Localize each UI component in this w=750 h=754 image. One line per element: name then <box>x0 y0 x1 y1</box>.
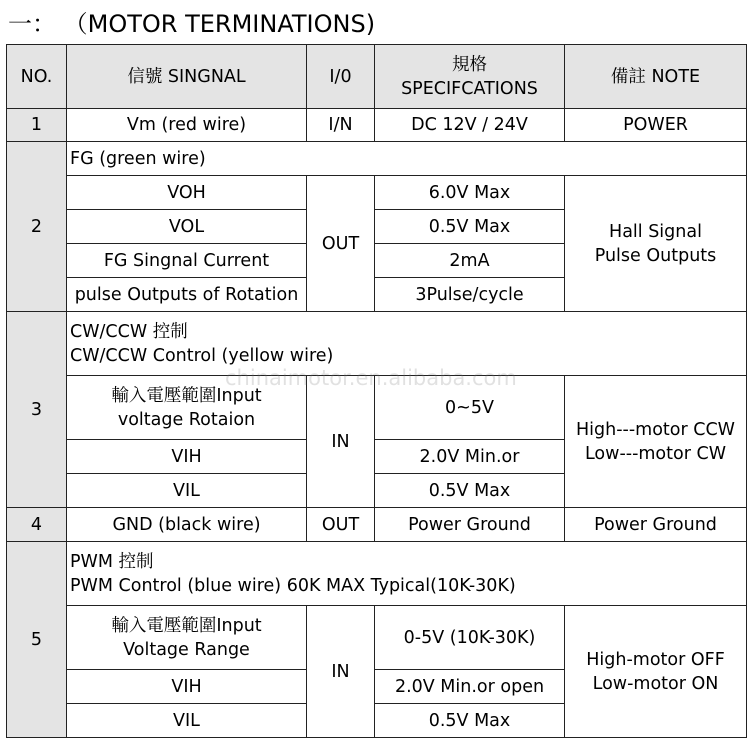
row-number: 2 <box>7 142 67 312</box>
motor-terminations-table <box>6 44 747 738</box>
spec-cell: 2mA <box>375 244 565 278</box>
signal-cell: VIH <box>67 440 307 474</box>
signal-cell: Vm (red wire) <box>67 109 307 142</box>
table-row <box>7 312 747 376</box>
row-number: 3 <box>7 312 67 508</box>
spec-cell: Power Ground <box>375 508 565 542</box>
note-line: Hall Signal <box>609 221 702 242</box>
section-title-line: PWM 控制 <box>70 551 154 572</box>
table-row <box>7 542 747 606</box>
signal-cell: pulse Outputs of Rotation <box>67 278 307 312</box>
note-cell <box>565 606 747 738</box>
signal-line: 輸入電壓範圍Input <box>111 385 262 406</box>
signal-line: voltage Rotaion <box>117 409 256 430</box>
table-row <box>7 606 747 670</box>
table-row <box>7 376 747 440</box>
row-number: 5 <box>7 542 67 738</box>
section-title <box>67 312 747 376</box>
header-io: I/0 <box>307 45 375 109</box>
section-title-line: CW/CCW Control (yellow wire) <box>70 345 334 366</box>
note-line: High-motor OFF <box>586 649 725 670</box>
header-spec-cn: 規格 <box>452 54 487 75</box>
note-cell <box>565 376 747 508</box>
note-cell: Power Ground <box>565 508 747 542</box>
spec-cell: 2.0V Min.or open <box>375 670 565 704</box>
io-cell: OUT <box>307 176 375 312</box>
note-line: Pulse Outputs <box>594 245 717 266</box>
header-signal: 信號 SINGNAL <box>67 45 307 109</box>
table-row <box>7 508 747 542</box>
table-row <box>7 142 747 176</box>
signal-cell: VOH <box>67 176 307 210</box>
header-row <box>7 45 747 109</box>
spec-cell: 6.0V Max <box>375 176 565 210</box>
spec-cell: 0.5V Max <box>375 704 565 738</box>
spec-cell: 0~5V <box>375 376 565 440</box>
spec-cell: 2.0V Min.or <box>375 440 565 474</box>
watermark: chinaimotor.en.alibaba.com <box>225 366 517 390</box>
signal-cell: VIL <box>67 474 307 508</box>
section-title-line: CW/CCW 控制 <box>70 321 188 342</box>
row-number: 4 <box>7 508 67 542</box>
note-line: Low---motor CW <box>584 443 726 464</box>
signal-cell: FG Singnal Current <box>67 244 307 278</box>
signal-line: Voltage Range <box>123 639 250 660</box>
spec-cell: 0-5V (10K-30K) <box>375 606 565 670</box>
page-title: 一： （MOTOR TERMINATIONS) <box>8 10 376 38</box>
section-title <box>67 542 747 606</box>
io-cell: IN <box>307 606 375 738</box>
signal-cell <box>67 606 307 670</box>
spec-cell: 0.5V Max <box>375 210 565 244</box>
spec-cell: 3Pulse/cycle <box>375 278 565 312</box>
header-no: NO. <box>7 45 67 109</box>
signal-cell <box>67 376 307 440</box>
note-cell: POWER <box>565 109 747 142</box>
header-specifications <box>375 45 565 109</box>
signal-cell: VIL <box>67 704 307 738</box>
section-title: FG (green wire) <box>67 142 747 176</box>
io-cell: I/N <box>307 109 375 142</box>
io-cell: OUT <box>307 508 375 542</box>
table-row <box>7 109 747 142</box>
header-spec-en: SPECIFCATIONS <box>401 78 538 99</box>
signal-cell: VIH <box>67 670 307 704</box>
note-line: High---motor CCW <box>576 419 735 440</box>
note-cell <box>565 176 747 312</box>
signal-cell: GND (black wire) <box>67 508 307 542</box>
row-number: 1 <box>7 109 67 142</box>
spec-cell: 0.5V Max <box>375 474 565 508</box>
note-line: Low-motor ON <box>592 673 719 694</box>
section-title-line: PWM Control (blue wire) 60K MAX Typical(10K-30K) <box>70 575 516 596</box>
table-row <box>7 176 747 210</box>
signal-cell: VOL <box>67 210 307 244</box>
signal-line: 輸入電壓範圍Input <box>111 615 262 636</box>
io-cell: IN <box>307 376 375 508</box>
spec-cell: DC 12V / 24V <box>375 109 565 142</box>
header-note: 備註 NOTE <box>565 45 747 109</box>
